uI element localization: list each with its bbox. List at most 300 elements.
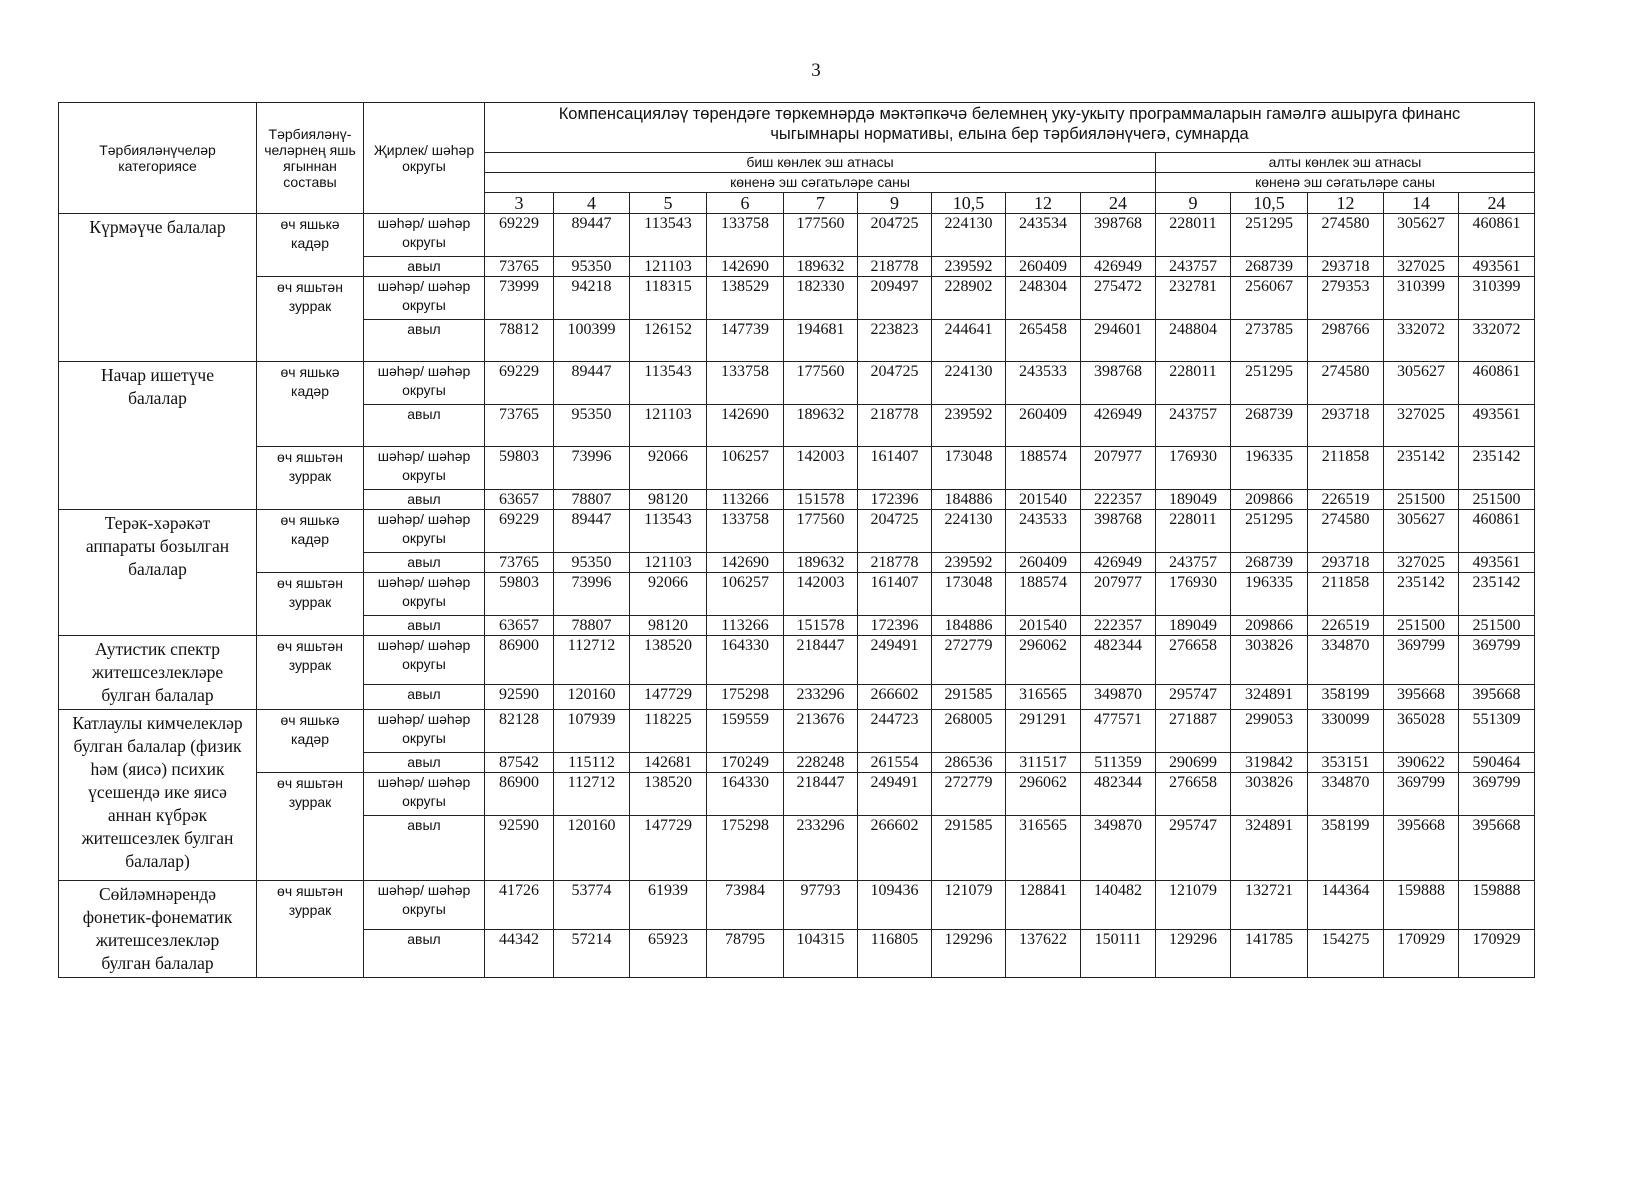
header-six-day-week: алты көнлек эш атнасы (1156, 153, 1535, 173)
value-cell: 201540 (1006, 490, 1081, 510)
value-cell: 78807 (554, 490, 630, 510)
value-cell: 78795 (707, 930, 784, 978)
value-cell: 207977 (1081, 447, 1156, 490)
value-cell: 299053 (1231, 710, 1308, 753)
value-cell: 161407 (858, 447, 932, 490)
hours-cell: 3 (485, 193, 554, 214)
value-cell: 164330 (707, 636, 784, 685)
hours-cell: 24 (1081, 193, 1156, 214)
value-cell: 218447 (784, 773, 858, 816)
value-cell: 121079 (932, 881, 1006, 930)
table-body (59, 214, 1612, 978)
value-cell: 151578 (784, 490, 858, 510)
value-cell: 251500 (1384, 490, 1459, 510)
value-cell: 138529 (707, 277, 784, 320)
value-cell: 291291 (1006, 710, 1081, 753)
value-cell: 121103 (630, 553, 707, 573)
value-cell: 244641 (932, 320, 1006, 362)
value-cell: 142681 (630, 753, 707, 773)
value-cell: 311517 (1006, 753, 1081, 773)
value-cell: 189632 (784, 257, 858, 277)
category-cell: Начар ишетүче балалар (59, 362, 257, 510)
value-cell: 138520 (630, 773, 707, 816)
territory-cell: авыл (364, 257, 485, 277)
value-cell: 209866 (1231, 616, 1308, 636)
value-cell: 233296 (784, 816, 858, 881)
value-cell: 239592 (932, 553, 1006, 573)
territory-cell: авыл (364, 930, 485, 978)
value-cell: 170249 (707, 753, 784, 773)
value-cell: 94218 (554, 277, 630, 320)
value-cell: 279353 (1308, 277, 1384, 320)
header-hours-label: көненә эш сәгатьләре саны (485, 173, 1156, 193)
category-cell: Күрмәүче балалар (59, 214, 257, 362)
value-cell: 249491 (858, 636, 932, 685)
territory-cell: авыл (364, 684, 485, 709)
value-cell: 271887 (1156, 710, 1231, 753)
value-cell: 207977 (1081, 573, 1156, 616)
header-category: Тәрбияләнүчеләр категориясе (59, 103, 257, 214)
value-cell: 95350 (554, 405, 630, 447)
value-cell: 182330 (784, 277, 858, 320)
territory-cell: шәһәр/ шәһәр округы (364, 573, 485, 616)
value-cell: 154275 (1308, 930, 1384, 978)
value-cell: 104315 (784, 930, 858, 978)
value-cell: 251295 (1231, 510, 1308, 553)
value-cell: 177560 (784, 214, 858, 257)
value-cell: 144364 (1308, 881, 1384, 930)
value-cell: 59803 (485, 573, 554, 616)
value-cell: 590464 (1459, 753, 1535, 773)
value-cell: 235142 (1459, 447, 1535, 490)
value-cell: 188574 (1006, 447, 1081, 490)
value-cell: 426949 (1081, 405, 1156, 447)
value-cell: 272779 (932, 773, 1006, 816)
value-cell: 92590 (485, 816, 554, 881)
value-cell: 113266 (707, 490, 784, 510)
value-cell: 369799 (1384, 773, 1459, 816)
value-cell: 266602 (858, 816, 932, 881)
value-cell: 204725 (858, 362, 932, 405)
value-cell: 100399 (554, 320, 630, 362)
value-cell: 218778 (858, 553, 932, 573)
value-cell: 243757 (1156, 257, 1231, 277)
value-cell: 173048 (932, 447, 1006, 490)
value-cell: 398768 (1081, 362, 1156, 405)
value-cell: 235142 (1384, 573, 1459, 616)
value-cell: 97793 (784, 881, 858, 930)
value-cell: 224130 (932, 510, 1006, 553)
value-cell: 272779 (932, 636, 1006, 685)
value-cell: 211858 (1308, 573, 1384, 616)
value-cell: 92066 (630, 573, 707, 616)
value-cell: 120160 (554, 816, 630, 881)
value-cell: 319842 (1231, 753, 1308, 773)
value-cell: 243533 (1006, 510, 1081, 553)
value-cell: 251295 (1231, 362, 1308, 405)
territory-cell: авыл (364, 405, 485, 447)
header-age: Тәрбияләнү-челәрнең яшь ягыннан составы (257, 103, 364, 214)
value-cell: 109436 (858, 881, 932, 930)
value-cell: 218778 (858, 405, 932, 447)
value-cell: 172396 (858, 490, 932, 510)
value-cell: 305627 (1384, 214, 1459, 257)
value-cell: 294601 (1081, 320, 1156, 362)
value-cell: 228011 (1156, 362, 1231, 405)
value-cell: 63657 (485, 616, 554, 636)
territory-cell: шәһәр/ шәһәр округы (364, 277, 485, 320)
value-cell: 298766 (1308, 320, 1384, 362)
value-cell: 142690 (707, 257, 784, 277)
value-cell: 98120 (630, 616, 707, 636)
value-cell: 228248 (784, 753, 858, 773)
value-cell: 173048 (932, 573, 1006, 616)
value-cell: 276658 (1156, 773, 1231, 816)
value-cell: 44342 (485, 930, 554, 978)
territory-cell: шәһәр/ шәһәр округы (364, 447, 485, 490)
value-cell: 493561 (1459, 553, 1535, 573)
value-cell: 78807 (554, 616, 630, 636)
value-cell: 133758 (707, 510, 784, 553)
value-cell: 243757 (1156, 405, 1231, 447)
category-cell: Сөйләмнәрендә фонетик-фонематик житешсезлекләр булган балалар (59, 881, 257, 978)
value-cell: 273785 (1231, 320, 1308, 362)
value-cell: 260409 (1006, 405, 1081, 447)
value-cell: 249491 (858, 773, 932, 816)
value-cell: 251295 (1231, 214, 1308, 257)
value-cell: 176930 (1156, 447, 1231, 490)
value-cell: 95350 (554, 257, 630, 277)
value-cell: 369799 (1384, 636, 1459, 685)
value-cell: 69229 (485, 362, 554, 405)
hours-cell: 10,5 (932, 193, 1006, 214)
value-cell: 226519 (1308, 616, 1384, 636)
normatives-table (58, 102, 1612, 978)
value-cell: 113543 (630, 214, 707, 257)
value-cell: 196335 (1231, 573, 1308, 616)
value-cell: 172396 (858, 616, 932, 636)
territory-cell: шәһәр/ шәһәр округы (364, 510, 485, 553)
territory-cell: авыл (364, 753, 485, 773)
value-cell: 133758 (707, 362, 784, 405)
value-cell: 327025 (1384, 405, 1459, 447)
value-cell: 59803 (485, 447, 554, 490)
value-cell: 201540 (1006, 616, 1081, 636)
value-cell: 460861 (1459, 362, 1535, 405)
value-cell: 194681 (784, 320, 858, 362)
value-cell: 251500 (1459, 616, 1535, 636)
hours-cell: 4 (554, 193, 630, 214)
value-cell: 290699 (1156, 753, 1231, 773)
value-cell: 310399 (1459, 277, 1535, 320)
value-cell: 142003 (784, 573, 858, 616)
value-cell: 256067 (1231, 277, 1308, 320)
value-cell: 274580 (1308, 214, 1384, 257)
value-cell: 204725 (858, 214, 932, 257)
value-cell: 118315 (630, 277, 707, 320)
value-cell: 89447 (554, 362, 630, 405)
value-cell: 275472 (1081, 277, 1156, 320)
value-cell: 65923 (630, 930, 707, 978)
territory-cell: авыл (364, 616, 485, 636)
category-cell: Аутистик спектр житешсезлекләре булган балалар (59, 636, 257, 710)
value-cell: 233296 (784, 684, 858, 709)
value-cell: 106257 (707, 447, 784, 490)
value-cell: 129296 (932, 930, 1006, 978)
value-cell: 121103 (630, 405, 707, 447)
value-cell: 251500 (1384, 616, 1459, 636)
table-header (59, 103, 1612, 214)
value-cell: 390622 (1384, 753, 1459, 773)
value-cell: 118225 (630, 710, 707, 753)
value-cell: 248304 (1006, 277, 1081, 320)
value-cell: 395668 (1459, 816, 1535, 881)
value-cell: 239592 (932, 405, 1006, 447)
age-cell: өч яшькә кадәр (257, 214, 364, 277)
value-cell: 159888 (1459, 881, 1535, 930)
value-cell: 293718 (1308, 405, 1384, 447)
table-row (59, 773, 1612, 816)
value-cell: 184886 (932, 490, 1006, 510)
value-cell: 159888 (1384, 881, 1459, 930)
value-cell: 276658 (1156, 636, 1231, 685)
value-cell: 268739 (1231, 553, 1308, 573)
value-cell: 78812 (485, 320, 554, 362)
value-cell: 316565 (1006, 684, 1081, 709)
value-cell: 334870 (1308, 773, 1384, 816)
value-cell: 243533 (1006, 362, 1081, 405)
value-cell: 82128 (485, 710, 554, 753)
value-cell: 324891 (1231, 684, 1308, 709)
value-cell: 159559 (707, 710, 784, 753)
hours-cell: 6 (707, 193, 784, 214)
hours-cell: 9 (858, 193, 932, 214)
value-cell: 147729 (630, 684, 707, 709)
age-cell: өч яшьтән зуррак (257, 773, 364, 881)
value-cell: 69229 (485, 510, 554, 553)
value-cell: 188574 (1006, 573, 1081, 616)
value-cell: 89447 (554, 214, 630, 257)
value-cell: 73765 (485, 553, 554, 573)
value-cell: 170929 (1384, 930, 1459, 978)
value-cell: 213676 (784, 710, 858, 753)
value-cell: 426949 (1081, 553, 1156, 573)
value-cell: 293718 (1308, 553, 1384, 573)
value-cell: 324891 (1231, 816, 1308, 881)
value-cell: 228902 (932, 277, 1006, 320)
value-cell: 330099 (1308, 710, 1384, 753)
value-cell: 140482 (1081, 881, 1156, 930)
value-cell: 218447 (784, 636, 858, 685)
hours-cell: 5 (630, 193, 707, 214)
value-cell: 53774 (554, 881, 630, 930)
age-cell: өч яшьтән зуррак (257, 277, 364, 362)
value-cell: 189632 (784, 553, 858, 573)
value-cell: 112712 (554, 773, 630, 816)
value-cell: 92066 (630, 447, 707, 490)
table-row (59, 636, 1612, 685)
value-cell: 73984 (707, 881, 784, 930)
value-cell: 243534 (1006, 214, 1081, 257)
value-cell: 147729 (630, 816, 707, 881)
value-cell: 291585 (932, 684, 1006, 709)
hours-cell: 12 (1308, 193, 1384, 214)
table-row (59, 881, 1612, 930)
table-row (59, 447, 1612, 490)
value-cell: 369799 (1459, 636, 1535, 685)
value-cell: 305627 (1384, 510, 1459, 553)
value-cell: 209497 (858, 277, 932, 320)
value-cell: 115112 (554, 753, 630, 773)
value-cell: 92590 (485, 684, 554, 709)
value-cell: 121103 (630, 257, 707, 277)
value-cell: 170929 (1459, 930, 1535, 978)
age-cell: өч яшькә кадәр (257, 510, 364, 573)
table-row (59, 573, 1612, 616)
age-cell: өч яшьтән зуррак (257, 636, 364, 710)
territory-cell: шәһәр/ шәһәр округы (364, 773, 485, 816)
value-cell: 244723 (858, 710, 932, 753)
value-cell: 460861 (1459, 510, 1535, 553)
value-cell: 395668 (1459, 684, 1535, 709)
value-cell: 260409 (1006, 553, 1081, 573)
value-cell: 248804 (1156, 320, 1231, 362)
value-cell: 228011 (1156, 510, 1231, 553)
value-cell: 128841 (1006, 881, 1081, 930)
value-cell: 89447 (554, 510, 630, 553)
value-cell: 189049 (1156, 490, 1231, 510)
value-cell: 274580 (1308, 362, 1384, 405)
value-cell: 226519 (1308, 490, 1384, 510)
value-cell: 251500 (1459, 490, 1535, 510)
value-cell: 327025 (1384, 553, 1459, 573)
table-row (59, 214, 1612, 257)
value-cell: 268739 (1231, 405, 1308, 447)
value-cell: 295747 (1156, 684, 1231, 709)
value-cell: 365028 (1384, 710, 1459, 753)
value-cell: 551309 (1459, 710, 1535, 753)
value-cell: 196335 (1231, 447, 1308, 490)
header-territory: Җирлек/ шәһәр округы (364, 103, 485, 214)
value-cell: 86900 (485, 773, 554, 816)
value-cell: 243757 (1156, 553, 1231, 573)
value-cell: 150111 (1081, 930, 1156, 978)
value-cell: 63657 (485, 490, 554, 510)
value-cell: 310399 (1384, 277, 1459, 320)
value-cell: 177560 (784, 510, 858, 553)
value-cell: 138520 (630, 636, 707, 685)
age-cell: өч яшькә кадәр (257, 362, 364, 447)
table-row (59, 277, 1612, 320)
value-cell: 291585 (932, 816, 1006, 881)
age-cell: өч яшьтән зуррак (257, 447, 364, 510)
value-cell: 239592 (932, 257, 1006, 277)
territory-cell: авыл (364, 816, 485, 881)
value-cell: 107939 (554, 710, 630, 753)
value-cell: 120160 (554, 684, 630, 709)
territory-cell: шәһәр/ шәһәр округы (364, 710, 485, 753)
page-number: 3 (811, 60, 821, 81)
value-cell: 121079 (1156, 881, 1231, 930)
value-cell: 332072 (1459, 320, 1535, 362)
value-cell: 303826 (1231, 636, 1308, 685)
value-cell: 334870 (1308, 636, 1384, 685)
value-cell: 358199 (1308, 816, 1384, 881)
value-cell: 332072 (1384, 320, 1459, 362)
category-cell: Терәк-хәрәкәт аппараты бозылган балалар (59, 510, 257, 636)
value-cell: 175298 (707, 816, 784, 881)
value-cell: 268739 (1231, 257, 1308, 277)
value-cell: 228011 (1156, 214, 1231, 257)
category-cell: Катлаулы кимчелекләр булган балалар (физик һәм (яисә) психик үсешендә ике яисә аннан күбрәк житешсезлек булган балалар) (59, 710, 257, 881)
value-cell: 95350 (554, 553, 630, 573)
value-cell: 133758 (707, 214, 784, 257)
age-cell: өч яшьтән зуррак (257, 573, 364, 636)
value-cell: 316565 (1006, 816, 1081, 881)
value-cell: 98120 (630, 490, 707, 510)
value-cell: 41726 (485, 881, 554, 930)
table-row (59, 510, 1612, 553)
territory-cell: авыл (364, 490, 485, 510)
header-hours-label: көненә эш сәгатьләре саны (1156, 173, 1535, 193)
value-cell: 482344 (1081, 773, 1156, 816)
value-cell: 147739 (707, 320, 784, 362)
value-cell: 116805 (858, 930, 932, 978)
value-cell: 57214 (554, 930, 630, 978)
value-cell: 493561 (1459, 405, 1535, 447)
value-cell: 286536 (932, 753, 1006, 773)
table-row (59, 362, 1612, 405)
value-cell: 204725 (858, 510, 932, 553)
hours-cell: 7 (784, 193, 858, 214)
value-cell: 113543 (630, 362, 707, 405)
value-cell: 493561 (1459, 257, 1535, 277)
value-cell: 151578 (784, 616, 858, 636)
value-cell: 482344 (1081, 636, 1156, 685)
value-cell: 141785 (1231, 930, 1308, 978)
value-cell: 268005 (932, 710, 1006, 753)
value-cell: 426949 (1081, 257, 1156, 277)
territory-cell: шәһәр/ шәһәр округы (364, 214, 485, 257)
value-cell: 129296 (1156, 930, 1231, 978)
value-cell: 218778 (858, 257, 932, 277)
value-cell: 137622 (1006, 930, 1081, 978)
value-cell: 112712 (554, 636, 630, 685)
value-cell: 113543 (630, 510, 707, 553)
value-cell: 106257 (707, 573, 784, 616)
value-cell: 511359 (1081, 753, 1156, 773)
value-cell: 232781 (1156, 277, 1231, 320)
value-cell: 222357 (1081, 616, 1156, 636)
header-main-title: Компенсацияләү төрендәге төркемнәрдә мәктәпкәчә белемнең уку-укыту программаларын гамәлгә ашыруга финанс чыгымнары нормативы, елына бер тәрбияләнүчегә, сумнарда (485, 103, 1535, 153)
value-cell: 142003 (784, 447, 858, 490)
header-five-day-week: биш көнлек эш атнасы (485, 153, 1156, 173)
value-cell: 305627 (1384, 362, 1459, 405)
value-cell: 73996 (554, 573, 630, 616)
value-cell: 176930 (1156, 573, 1231, 616)
age-cell: өч яшьтән зуррак (257, 881, 364, 978)
value-cell: 349870 (1081, 816, 1156, 881)
hours-cell: 14 (1384, 193, 1459, 214)
value-cell: 189632 (784, 405, 858, 447)
value-cell: 209866 (1231, 490, 1308, 510)
value-cell: 126152 (630, 320, 707, 362)
value-cell: 69229 (485, 214, 554, 257)
value-cell: 224130 (932, 362, 1006, 405)
value-cell: 73996 (554, 447, 630, 490)
value-cell: 260409 (1006, 257, 1081, 277)
hours-cell: 24 (1459, 193, 1535, 214)
